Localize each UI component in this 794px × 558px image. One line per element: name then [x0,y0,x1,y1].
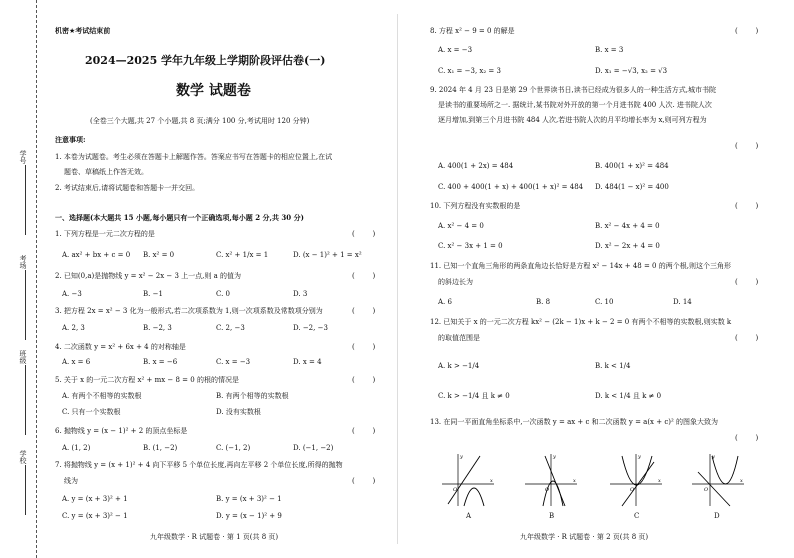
q12-option-c: C. k > −1/4 且 k ≠ 0 [438,392,510,400]
question-9-line-1: 9. 2024 年 4 月 23 日是第 29 个世界读书日,读书已经成为很多人的一种生活方式,城市书院 [430,86,717,94]
q7-option-b: B. y = (x + 3)² − 1 [216,495,282,503]
q4-option-d: D. x = 4 [293,358,322,366]
answer-paren: ( ) [735,334,759,342]
note-2: 2. 考试结束后,请将试题卷和答题卡一并交回。 [55,184,200,192]
q3-option-c: C. 2, −3 [216,324,245,332]
svg-text:x: x [490,478,493,484]
q5-option-d: D. 没有实数根 [216,408,261,416]
q13-graph-a [440,452,496,508]
q9-option-a: A. 400(1 + 2x) = 484 [438,162,514,170]
side-fill-line [25,365,26,435]
q13-graph-label-c: C [634,512,640,520]
q3-option-b: B. −2, 3 [143,324,172,332]
svg-text:y: y [638,454,641,460]
q7-option-c: C. y = (x + 3)² − 1 [62,512,128,520]
q2-option-d: D. 3 [293,290,308,298]
answer-paren: ( ) [735,142,759,150]
svg-text:x: x [573,478,576,484]
q11-option-a: A. 6 [438,298,452,306]
svg-text:y: y [553,454,556,460]
svg-text:O: O [630,487,635,493]
side-label-school: 学校 [19,450,27,464]
svg-text:O: O [545,487,550,493]
q5-option-b: B. 有两个相等的实数根 [216,392,289,400]
exam-title: 2024—2025 学年九年级上学期阶段评估卷(一) [85,54,326,67]
q7-option-d: D. y = (x − 1)² + 9 [216,512,282,520]
question-10: 10. 下列方程没有实数根的是 [430,202,521,210]
q8-option-d: D. x₁ = −√3, x₂ = √3 [595,67,668,75]
answer-paren: ( ) [735,27,759,35]
q13-graph-label-a: A [466,512,472,520]
q6-option-c: C. (−1, 2) [216,444,251,452]
q4-option-b: B. x = −6 [143,358,178,366]
binding-dashed-line [36,0,37,558]
q12-option-a: A. k > −1/4 [438,362,480,370]
side-fill-line [25,270,26,340]
q1-option-b: B. x² = 0 [143,251,175,259]
q2-option-a: A. −3 [62,290,82,298]
question-5: 5. 关于 x 的一元二次方程 x² + mx − 8 = 0 的根的情况是 [55,376,239,384]
side-label-class: 班级 [19,350,27,364]
page-footer-left: 九年级数学 · R 试题卷 · 第 1 页(共 8 页) [150,533,279,541]
q3-option-d: D. −2, −3 [293,324,328,332]
q13-graph-label-d: D [714,512,720,520]
q8-option-b: B. x = 3 [595,46,624,54]
svg-text:y: y [460,454,463,460]
q10-option-c: C. x² − 3x + 1 = 0 [438,242,503,250]
question-1: 1. 下列方程是一元二次方程的是 [55,230,155,238]
question-2: 2. 已知(0,a)是抛物线 y = x² − 2x − 3 上一点,则 a 的值为 [55,272,242,280]
section-heading: 一、选择题(本大题共 15 小题,每小题只有一个正确选项,每小题 2 分,共 30 分) [55,213,304,222]
note-1b: 题卷、草稿纸上作答无效。 [64,168,148,176]
question-12-line-2: 的取值范围是 [438,334,480,342]
q3-option-a: A. 2, 3 [62,324,85,332]
q13-graph-b [523,452,579,508]
question-13: 13. 在同一平面直角坐标系中,一次函数 y = ax + c 和二次函数 y = a(x + c)² 的图象大致为 [430,418,719,426]
note-1a: 1. 本卷为试题卷。考生必须在答题卡上解题作答。答案应书写在答题卡的相应位置上,在试 [55,153,333,161]
q13-graph-d [690,452,746,508]
svg-text:O: O [704,487,709,493]
q5-option-a: A. 有两个不相等的实数根 [62,392,142,400]
question-12-line-1: 12. 已知关于 x 的一元二次方程 kx² − (2k − 1)x + k − 2 = 0 有两个不相等的实数根,则实数 k [430,318,732,326]
q1-option-a: A. ax² + bx + c = 0 [62,251,131,259]
q6-option-a: A. (1, 2) [62,444,91,452]
q7-option-a: A. y = (x + 3)² + 1 [62,495,128,503]
svg-text:x: x [658,478,661,484]
q1-option-d: D. (x − 1)² + 1 = x² [293,251,362,259]
side-label-exam-room: 考场 [19,255,27,269]
answer-paren: ( ) [735,202,759,210]
svg-text:y: y [712,454,715,460]
answer-paren: ( ) [352,230,376,238]
secret-label: 机密★考试结束前 [55,27,111,35]
exam-info: (全卷三个大题,共 27 个小题,共 8 页;满分 100 分,考试用时 120 分钟) [90,117,310,125]
answer-paren: ( ) [352,477,376,485]
question-7-line-2: 线为 [64,477,78,485]
side-label-student-id: 学号 [19,150,27,164]
answer-paren: ( ) [352,427,376,435]
q1-option-c: C. x² + 1/x = 1 [216,251,269,259]
question-9-line-2: 是读书的重要场所之一. 据统计,某书院对外开放的第一个月进书院 400 人次. 进书院人次 [438,101,712,109]
q2-option-c: C. 0 [216,290,231,298]
q13-graph-label-b: B [549,512,555,520]
side-fill-line [25,465,26,515]
notes-title: 注意事项: [55,135,86,144]
q11-option-c: C. 10 [595,298,614,306]
q12-option-b: B. k < 1/4 [595,362,631,370]
q2-option-b: B. −1 [143,290,163,298]
exam-subtitle: 数学 试题卷 [176,83,251,99]
answer-paren: ( ) [735,278,759,286]
svg-text:x: x [740,478,743,484]
q4-option-c: C. x = −3 [216,358,251,366]
q8-option-c: C. x₁ = −3, x₂ = 3 [438,67,501,75]
q11-option-b: B. 8 [536,298,551,306]
question-4: 4. 二次函数 y = x² + 6x + 4 的对称轴是 [55,343,186,351]
q10-option-a: A. x² − 4 = 0 [438,222,484,230]
q11-option-d: D. 14 [673,298,692,306]
page-footer-right: 九年级数学 · R 试题卷 · 第 2 页(共 8 页) [520,533,649,541]
q9-option-d: D. 484(1 − x)² = 400 [595,183,669,191]
question-7-line-1: 7. 将抛物线 y = (x + 1)² + 4 向下平移 5 个单位长度,再向左平移 2 个单位长度,所得的抛物 [55,461,343,469]
question-6: 6. 抛物线 y = (x − 1)² + 2 的顶点坐标是 [55,427,188,435]
q6-option-d: D. (−1, −2) [293,444,334,452]
q10-option-b: B. x² − 4x + 4 = 0 [595,222,660,230]
q6-option-b: B. (1, −2) [143,444,178,452]
side-fill-line [25,165,26,235]
q4-option-a: A. x = 6 [62,358,91,366]
question-3: 3. 把方程 2x = x² − 3 化为一般形式,若二次项系数为 1,则一次项系数及常数项分别为 [55,307,323,315]
q13-graph-c [608,452,664,508]
answer-paren: ( ) [352,343,376,351]
q10-option-d: D. x² − 2x + 4 = 0 [595,242,660,250]
q9-option-b: B. 400(1 + x)² = 484 [595,162,669,170]
answer-paren: ( ) [352,272,376,280]
answer-paren: ( ) [735,434,759,442]
q9-option-c: C. 400 + 400(1 + x) + 400(1 + x)² = 484 [438,183,584,191]
question-8: 8. 方程 x² − 9 = 0 的解是 [430,27,515,35]
svg-text:O: O [453,487,458,493]
q5-option-c: C. 只有一个实数根 [62,408,121,416]
q12-option-d: D. k < 1/4 且 k ≠ 0 [595,392,662,400]
question-11-line-1: 11. 已知一个直角三角形的两条直角边长恰好是方程 x² − 14x + 48 = 0 的两个根,则这个三角形 [430,262,731,270]
answer-paren: ( ) [352,307,376,315]
question-11-line-2: 的斜边长为 [438,278,473,286]
page-divider [397,14,398,544]
question-9-line-3: 逐月增加,到第三个月进书院 484 人次,若进书院人次的月平均增长率为 x,则可列方程为 [438,116,707,124]
answer-paren: ( ) [352,376,376,384]
q8-option-a: A. x = −3 [438,46,473,54]
